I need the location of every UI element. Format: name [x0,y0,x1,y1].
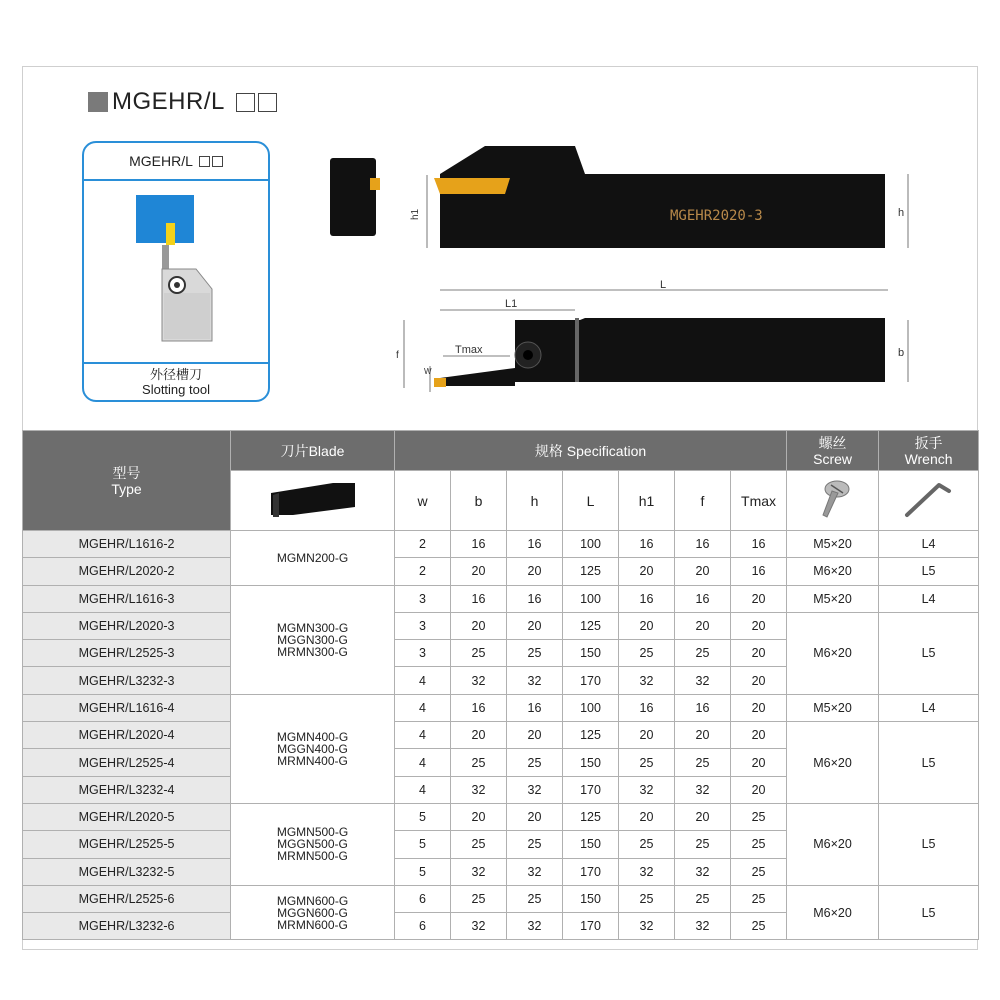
spec-cell-f: 25 [675,640,731,667]
spec-cell-Tmax: 25 [731,885,787,912]
table-row [23,885,979,912]
screw-header [787,431,879,471]
spec-cell-L: 150 [563,640,619,667]
spec-cell-L: 170 [563,858,619,885]
spec-cell-f: 25 [675,831,731,858]
spec-cell-L: 100 [563,694,619,721]
spec-cell-h: 16 [507,585,563,612]
holder-body [164,293,210,339]
blade-cell [231,803,395,885]
dim-h1: h1 [410,208,421,220]
spec-cell-h1: 20 [619,612,675,639]
spec-cell-w: 5 [395,831,451,858]
spec-cell-L: 100 [563,531,619,558]
spec-cell-f: 20 [675,612,731,639]
blade-cell [231,885,395,940]
spec-cell-w: 2 [395,558,451,585]
blade-model: MGMN200-G [276,550,349,565]
spec-cell-w: 5 [395,858,451,885]
spec-cell-f: 32 [675,858,731,885]
spec-cell-w: 6 [395,885,451,912]
specification-table [22,430,979,940]
spec-cell-w: 5 [395,803,451,830]
spec-cell-h1: 16 [619,585,675,612]
type-cell: MGEHR/L1616-4 [23,694,231,721]
col-b: b [451,471,507,531]
screw-cell: M6×20 [787,612,879,694]
spec-cell-f: 20 [675,558,731,585]
spec-cell-b: 16 [451,531,507,558]
type-header [23,431,231,531]
spec-cell-Tmax: 20 [731,612,787,639]
spec-cell-b: 32 [451,858,507,885]
spec-cell-f: 16 [675,531,731,558]
blade-model: MGGN500-G [277,837,348,852]
title-placeholder-box [236,93,255,112]
screw-image-cell [787,471,879,531]
spec-cell-L: 125 [563,558,619,585]
spec-cell-Tmax: 20 [731,749,787,776]
blade-model: MRMN400-G [277,753,348,768]
spec-cell-b: 32 [451,667,507,694]
blade-cell [231,585,395,694]
type-cell: MGEHR/L2020-3 [23,612,231,639]
spec-cell-b: 20 [451,803,507,830]
spec-cell-f: 32 [675,913,731,940]
spec-cell-h1: 32 [619,913,675,940]
type-cell: MGEHR/L2525-5 [23,831,231,858]
spec-cell-w: 4 [395,722,451,749]
wrench-cell: L5 [879,612,979,694]
table-row [23,694,979,721]
wrench-cell: L4 [879,531,979,558]
wrench-cell: L4 [879,694,979,721]
blade-cell [231,694,395,803]
dim-w: W [424,367,432,376]
blade-model: MGGN400-G [277,741,348,756]
spec-cell-Tmax: 20 [731,640,787,667]
spec-cell-h1: 25 [619,885,675,912]
blade-cell [231,531,395,586]
spec-cell-f: 20 [675,722,731,749]
spec-cell-h: 25 [507,885,563,912]
blade-icon [263,477,363,521]
spec-cell-b: 25 [451,640,507,667]
spec-cell-L: 150 [563,885,619,912]
blade-model: MRMN500-G [277,849,348,864]
spec-cell-h1: 25 [619,640,675,667]
title-square-icon [88,92,108,112]
spec-cell-b: 32 [451,913,507,940]
wrench-header-en: Wrench [904,450,953,467]
spec-cell-h: 25 [507,749,563,776]
wrench-cell: L5 [879,803,979,885]
hex-wrench-icon [899,477,959,521]
dim-L1: L1 [505,298,518,310]
table-row [23,585,979,612]
type-cell: MGEHR/L2020-4 [23,722,231,749]
type-cell: MGEHR/L3232-5 [23,858,231,885]
spec-cell-w: 2 [395,531,451,558]
caption-cn: 外径槽刀 [149,367,202,382]
spec-cell-h1: 32 [619,858,675,885]
spec-cell-h: 25 [507,831,563,858]
screw-header-cn: 螺丝 [818,434,847,451]
caption-en: Slotting tool [142,382,210,397]
table-row [23,531,979,558]
spec-cell-w: 4 [395,667,451,694]
spec-cell-w: 3 [395,585,451,612]
spec-cell-h: 20 [507,612,563,639]
spec-cell-f: 16 [675,694,731,721]
spec-cell-Tmax: 20 [731,694,787,721]
spec-cell-h: 32 [507,776,563,803]
spec-cell-f: 20 [675,803,731,830]
spec-cell-h: 16 [507,531,563,558]
blade-shape [440,368,515,386]
screw-cell: M6×20 [787,803,879,885]
screw-icon [813,477,853,521]
type-cell: MGEHR/L1616-3 [23,585,231,612]
spec-cell-Tmax: 25 [731,831,787,858]
spec-cell-f: 25 [675,749,731,776]
spec-cell-h1: 16 [619,531,675,558]
wrench-cell: L5 [879,558,979,585]
col-L: L [563,471,619,531]
spec-cell-Tmax: 16 [731,531,787,558]
spec-cell-w: 4 [395,776,451,803]
blade-model: MGMN500-G [276,825,349,840]
screw-cell: M6×20 [787,885,879,940]
side-view-insert [434,178,510,194]
spec-cell-L: 125 [563,612,619,639]
dim-h: h [898,207,905,219]
end-view-insert [370,178,380,190]
screw-cell: M5×20 [787,531,879,558]
spec-cell-Tmax: 20 [731,776,787,803]
spec-cell-w: 3 [395,640,451,667]
spec-cell-h1: 25 [619,831,675,858]
end-view-shape [330,158,376,236]
col-h1: h1 [619,471,675,531]
card-placeholder-box [199,156,210,167]
table-row [23,803,979,830]
spec-cell-b: 25 [451,831,507,858]
spec-cell-h: 20 [507,722,563,749]
dim-f: f [396,350,399,361]
spec-cell-h1: 20 [619,803,675,830]
tool-marking: MGEHR2020-3 [670,208,763,224]
workpiece-shape [136,195,194,243]
screw-cell: M6×20 [787,722,879,804]
insert-shape [166,223,175,245]
wrench-header-cn: 扳手 [914,434,943,451]
screw-cell: M5×20 [787,694,879,721]
spec-cell-h1: 20 [619,722,675,749]
spec-cell-Tmax: 16 [731,558,787,585]
screw-cell: M5×20 [787,585,879,612]
spec-cell-h: 20 [507,803,563,830]
blade-header: 刀片Blade [231,431,395,471]
spec-cell-Tmax: 20 [731,585,787,612]
wrench-cell: L5 [879,722,979,804]
spec-cell-f: 32 [675,667,731,694]
spec-cell-f: 32 [675,776,731,803]
card-caption [84,362,268,400]
spec-cell-L: 170 [563,913,619,940]
type-cell: MGEHR/L3232-3 [23,667,231,694]
blade-neck [162,245,169,271]
dim-L: L [660,279,667,291]
table-row [23,612,979,639]
spec-cell-L: 170 [563,776,619,803]
spec-cell-w: 3 [395,612,451,639]
wrench-header [879,431,979,471]
slotting-tool-illustration [84,181,268,362]
title-text: MGEHR/L [112,88,225,115]
blade-model: MGMN600-G [276,893,349,908]
spec-cell-b: 25 [451,885,507,912]
spec-cell-h1: 20 [619,558,675,585]
top-view-shape [515,318,885,382]
type-cell: MGEHR/L2525-6 [23,885,231,912]
spec-cell-L: 150 [563,749,619,776]
spec-cell-Tmax: 25 [731,803,787,830]
screw-header-en: Screw [813,450,853,467]
blade-image-cell [231,471,395,531]
type-header-cn: 型号 [112,464,141,481]
spec-cell-b: 20 [451,722,507,749]
blade-model: MGMN400-G [276,729,349,744]
spec-cell-h1: 32 [619,667,675,694]
card-header-text: MGEHR/L [129,153,193,169]
top-view-insert [434,378,446,387]
dim-Tmax: Tmax [455,344,483,356]
wrench-image-cell [879,471,979,531]
spec-cell-b: 16 [451,585,507,612]
page-title [88,88,277,116]
type-cell: MGEHR/L2525-4 [23,749,231,776]
type-cell: MGEHR/L2525-3 [23,640,231,667]
tool-type-card [82,141,270,402]
type-header-en: Type [111,480,142,497]
technical-drawing [300,130,940,410]
spec-cell-b: 20 [451,612,507,639]
spec-cell-h: 32 [507,913,563,940]
blade-model: MRMN300-G [277,644,348,659]
spec-cell-w: 4 [395,694,451,721]
type-cell: MGEHR/L2020-5 [23,803,231,830]
spec-cell-h: 32 [507,858,563,885]
title-placeholder-box [258,93,277,112]
blade-model: MGGN300-G [277,632,348,647]
wrench-cell: L5 [879,885,979,940]
dim-b: b [898,347,905,359]
col-h: h [507,471,563,531]
spec-cell-L: 125 [563,722,619,749]
table-row [23,558,979,585]
spec-cell-L: 125 [563,803,619,830]
spec-cell-b: 20 [451,558,507,585]
spec-cell-w: 6 [395,913,451,940]
spec-cell-Tmax: 25 [731,858,787,885]
col-w: w [395,471,451,531]
card-placeholder-box [212,156,223,167]
blade-model: MGMN300-G [276,620,349,635]
blade-model: MGGN600-G [277,905,348,920]
spec-cell-b: 16 [451,694,507,721]
spec-cell-h: 25 [507,640,563,667]
spec-cell-h1: 32 [619,776,675,803]
wrench-cell: L4 [879,585,979,612]
type-cell: MGEHR/L2020-2 [23,558,231,585]
type-cell: MGEHR/L3232-6 [23,913,231,940]
side-view-shape [440,146,885,248]
spec-cell-h: 20 [507,558,563,585]
spec-cell-Tmax: 20 [731,722,787,749]
col-f: f [675,471,731,531]
spec-cell-w: 4 [395,749,451,776]
blade-model: MRMN600-G [277,917,348,932]
spec-cell-L: 100 [563,585,619,612]
screw-cell: M6×20 [787,558,879,585]
spec-cell-h: 16 [507,694,563,721]
spec-cell-Tmax: 25 [731,913,787,940]
spec-header: 规格 Specification [395,431,787,471]
card-header [84,143,268,181]
table-row [23,722,979,749]
spec-cell-h1: 16 [619,694,675,721]
spec-cell-b: 25 [451,749,507,776]
spec-cell-L: 150 [563,831,619,858]
col-Tmax: Tmax [731,471,787,531]
spec-cell-Tmax: 20 [731,667,787,694]
type-cell: MGEHR/L1616-2 [23,531,231,558]
spec-cell-h1: 25 [619,749,675,776]
spec-cell-h: 32 [507,667,563,694]
spec-cell-b: 32 [451,776,507,803]
type-cell: MGEHR/L3232-4 [23,776,231,803]
spec-cell-L: 170 [563,667,619,694]
spec-cell-f: 16 [675,585,731,612]
spec-cell-f: 25 [675,885,731,912]
